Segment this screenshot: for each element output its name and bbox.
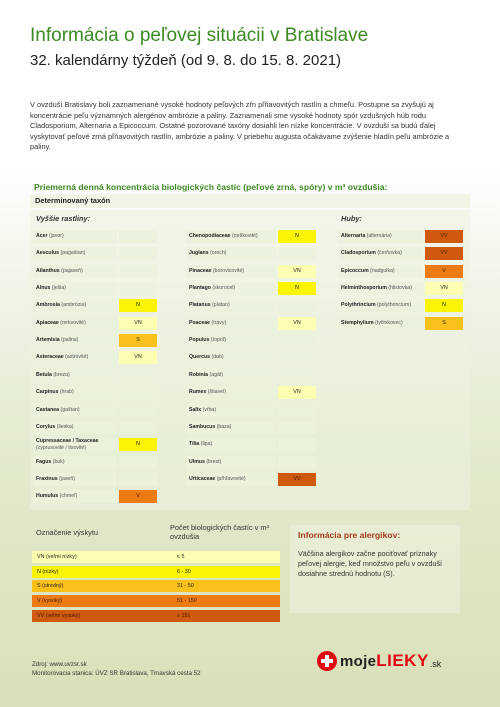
- fungus-row: [338, 299, 463, 312]
- taxon-common-name: (platan): [212, 302, 230, 309]
- level-badge: S: [119, 334, 157, 347]
- taxon-common-name: (hlistovka): [388, 285, 412, 292]
- taxon-genus: Aesculus: [36, 250, 60, 257]
- plant-row: [186, 404, 316, 417]
- medical-cross-icon: [317, 651, 337, 671]
- taxon-name: [338, 230, 423, 243]
- taxon-common-name: (baza): [216, 423, 232, 430]
- taxon-name: [33, 265, 117, 278]
- level-badge: [119, 456, 157, 469]
- station-line: Monitorovacia stanica: ÚVZ SR Bratislava, Trnavská cesta 52: [32, 670, 201, 677]
- legend-header-count: Počet biologických častíc v m³ ovzdušia: [170, 523, 269, 541]
- legend-range: ≥ 151: [173, 610, 280, 622]
- plant-row: [33, 230, 157, 243]
- taxon-name: [186, 456, 276, 469]
- plant-row: [186, 456, 316, 469]
- taxon-genus: Fraxinus: [36, 475, 58, 482]
- taxon-name: [33, 282, 117, 295]
- level-badge: V: [425, 265, 463, 278]
- taxon-genus: Platanus: [189, 302, 211, 309]
- allergy-info-title: Informácia pre alergikov:: [298, 530, 401, 540]
- taxon-name: [33, 421, 117, 434]
- taxon-name: [186, 247, 276, 260]
- level-badge: VN: [425, 282, 463, 295]
- source-note: [32, 660, 201, 678]
- level-badge: [119, 369, 157, 382]
- plant-row: [186, 421, 316, 434]
- taxon-genus: Populus: [189, 337, 210, 344]
- taxon-name: [33, 386, 117, 399]
- taxon-name: [186, 317, 276, 330]
- taxon-common-name: (cyprusovité / tisovité): [36, 444, 87, 451]
- taxon-genus: Sambucus: [189, 423, 216, 430]
- level-badge: N: [425, 299, 463, 312]
- taxon-name: [186, 351, 276, 364]
- legend-level-label: S (stredný): [32, 580, 173, 592]
- logo-text-lieky: LIEKY: [376, 651, 429, 670]
- fungus-row: [338, 247, 463, 260]
- taxon-common-name: (jaseň): [59, 475, 75, 482]
- allergy-info-box: [290, 525, 460, 613]
- level-badge: VV: [425, 247, 463, 260]
- taxon-name: [33, 230, 117, 243]
- level-badge: S: [425, 317, 463, 330]
- legend-row: [32, 595, 280, 607]
- taxon-common-name: (javor): [49, 233, 64, 239]
- level-badge: [119, 282, 157, 295]
- taxon-genus: Acer: [36, 233, 48, 239]
- taxon-name: [186, 421, 276, 434]
- plant-row: [186, 334, 316, 347]
- taxon-common-name: (brest): [206, 458, 222, 465]
- taxon-name: [33, 404, 117, 417]
- taxon-common-name: (trávy): [211, 319, 227, 326]
- taxon-common-name: (orech): [210, 250, 227, 257]
- taxon-name: [33, 299, 117, 312]
- level-badge: VV: [425, 230, 463, 243]
- taxon-name: [186, 265, 276, 278]
- level-badge: VN: [278, 265, 316, 278]
- taxon-genus: Ambrosia: [36, 302, 60, 309]
- plant-row: [186, 386, 316, 399]
- taxon-genus: Plantago: [189, 285, 211, 292]
- level-badge: VV: [278, 473, 316, 486]
- taxon-name: [338, 247, 423, 260]
- level-badge: [278, 369, 316, 382]
- legend-row: [32, 610, 280, 622]
- taxon-name: [33, 334, 117, 347]
- plants-title: Vyššie rastliny:: [36, 214, 91, 223]
- legend-range: ≤ 5: [173, 551, 280, 563]
- taxon-common-name: (mrkvovité): [60, 319, 86, 326]
- taxon-name: [186, 299, 276, 312]
- taxon-common-name: (alternária): [366, 233, 392, 239]
- taxon-name: [186, 230, 276, 243]
- plant-row: [186, 369, 316, 382]
- taxon-name: [338, 265, 423, 278]
- plant-row: [33, 473, 157, 486]
- taxon-genus: Polythrincium: [341, 302, 376, 309]
- level-badge: [119, 473, 157, 486]
- taxon-common-name: (borovicovité): [212, 267, 245, 274]
- fungi-title: Huby:: [341, 214, 362, 223]
- taxon-genus: Betula: [36, 371, 52, 378]
- legend-level-label: VV (veľmi vysoký): [32, 610, 173, 622]
- level-badge: [278, 247, 316, 260]
- plant-row: [186, 230, 316, 243]
- taxon-genus: Chenopodiaceae: [189, 233, 231, 239]
- taxon-genus: Cupressaceae / Taxaceae: [36, 438, 99, 445]
- plant-row: [33, 404, 157, 417]
- taxon-common-name: (vŕba): [202, 406, 217, 413]
- taxon-genus: Artemisia: [36, 337, 60, 344]
- taxon-common-name: (astrovité): [65, 354, 89, 361]
- taxon-name: [186, 473, 276, 486]
- taxon-name: [33, 456, 117, 469]
- taxon-name: [186, 334, 276, 347]
- taxon-genus: Urticaceae: [189, 475, 216, 482]
- taxon-common-name: (ambrózia): [61, 302, 87, 309]
- taxon-name: [186, 438, 276, 451]
- plant-row: [33, 421, 157, 434]
- level-badge: [278, 456, 316, 469]
- level-badge: [119, 247, 157, 260]
- taxon-common-name: (skorocel): [212, 285, 236, 292]
- fungus-row: [338, 317, 463, 330]
- taxon-common-name: (buk): [52, 458, 65, 465]
- plant-row: [33, 369, 157, 382]
- page-title: Informácia o peľovej situácii v Bratislave: [30, 25, 369, 46]
- level-badge: [119, 265, 157, 278]
- taxon-genus: Fagus: [36, 458, 52, 465]
- taxon-genus: Asteraceae: [36, 354, 64, 361]
- logo-text-domain: .sk: [429, 658, 442, 669]
- page-subtitle: 32. kalendárny týždeň (od 9. 8. do 15. 8. 2021): [30, 52, 342, 69]
- taxon-common-name: (topoľ): [210, 337, 226, 344]
- plant-row: [33, 438, 157, 451]
- taxon-genus: Pinaceae: [189, 267, 212, 274]
- taxon-name: [33, 490, 117, 503]
- taxon-genus: Ulmus: [189, 458, 205, 465]
- taxon-genus: Corylus: [36, 423, 56, 430]
- taxon-genus: Salix: [189, 406, 202, 413]
- fungus-row: [338, 265, 463, 278]
- plant-row: [186, 299, 316, 312]
- plant-row: [33, 317, 157, 330]
- taxon-common-name: (čerňovka): [377, 250, 402, 257]
- fungus-row: [338, 230, 463, 243]
- taxon-common-name: (štiavel): [207, 389, 226, 396]
- taxon-common-name: (agát): [209, 371, 224, 378]
- plant-row: [33, 265, 157, 278]
- legend-level-label: VN (veľmi nízky): [32, 551, 173, 563]
- plant-row: [33, 282, 157, 295]
- legend-row: [32, 551, 280, 563]
- taxon-genus: Alternaria: [341, 233, 366, 239]
- taxon-genus: Alnus: [36, 285, 51, 292]
- plant-row: [186, 265, 316, 278]
- plant-row: [186, 351, 316, 364]
- taxon-common-name: (gaštan): [60, 406, 80, 413]
- legend-row: [32, 566, 280, 578]
- legend-range: 31 - 50: [173, 580, 280, 592]
- taxon-genus: Robinia: [189, 371, 209, 378]
- level-badge: [119, 404, 157, 417]
- legend-range: 51 - 150: [173, 595, 280, 607]
- mojelieky-logo[interactable]: [317, 651, 441, 671]
- level-badge: [278, 351, 316, 364]
- taxon-genus: Epicoccum: [341, 267, 369, 274]
- taxon-common-name: (dub): [211, 354, 224, 361]
- taxon-common-name: (lieska): [56, 423, 74, 430]
- taxon-name: [338, 282, 423, 295]
- taxon-genus: Tilia: [189, 441, 200, 448]
- taxon-genus: Humulus: [36, 493, 59, 500]
- taxon-common-name: (breza): [53, 371, 70, 378]
- logo-text-moje: moje: [340, 652, 377, 670]
- taxon-common-name: (lipa): [200, 441, 213, 448]
- plant-row: [33, 334, 157, 347]
- taxon-name: [33, 351, 117, 364]
- taxon-name: [186, 386, 276, 399]
- level-badge: [278, 404, 316, 417]
- taxon-name: [33, 369, 117, 382]
- taxon-common-name: (pŕhľavovité): [216, 475, 246, 482]
- plant-row: [186, 438, 316, 451]
- taxon-name: [33, 438, 117, 451]
- level-badge: [119, 230, 157, 243]
- legend-row: [32, 580, 280, 592]
- level-badge: VN: [119, 317, 157, 330]
- plant-row: [33, 299, 157, 312]
- taxon-name: [338, 317, 423, 330]
- determined-taxon-header: Determinovaný taxón: [30, 194, 470, 208]
- level-badge: VN: [278, 386, 316, 399]
- taxon-name: [33, 247, 117, 260]
- intro-paragraph: V ovzduší Bratislavy boli zaznamenané vysoké hodnoty peľových zŕn pľňavovitých rastlín a chmeľu. Postupne sa zvyšujú aj koncentrácie peľu významných alergénov ambrózie a paliny. Zaznamenali sme vysoké hodnoty spór vzdušných húb rodu Cladosporium, Alternaria a Epicoccum. Ostatné pozorované taxóny dosiahli len nízke koncentrácie. V ovzduší sa budú ďalej vyskytovať peľové zrná pľňavovitých rastlín, ambrózie a paliny. V priebehu augusta očakávame zvýšenie hladín peľu ambrózie a paliny.: [30, 100, 450, 152]
- level-badge: [119, 386, 157, 399]
- taxon-name: [33, 317, 117, 330]
- level-badge: [278, 438, 316, 451]
- level-badge: N: [278, 230, 316, 243]
- taxon-common-name: (palina): [61, 337, 79, 344]
- plant-row: [33, 351, 157, 364]
- section-title: Priemerná denná koncentrácia biologických častíc (peľové zrná, spóry) v m³ ovzdušia:: [34, 182, 388, 192]
- plant-row: [186, 282, 316, 295]
- legend-header-occurrence: Označenie výskytu: [36, 528, 99, 537]
- legend-range: 6 - 30: [173, 566, 280, 578]
- taxon-name: [338, 299, 423, 312]
- level-badge: [119, 421, 157, 434]
- taxon-common-name: (polythrincium): [377, 302, 412, 309]
- taxon-common-name: (hrab): [59, 389, 74, 396]
- taxon-genus: Cladosporium: [341, 250, 376, 257]
- level-badge: [278, 421, 316, 434]
- plant-row: [186, 247, 316, 260]
- taxon-genus: Castanea: [36, 406, 60, 413]
- taxon-common-name: (tyčinkovec): [375, 319, 403, 326]
- level-badge: N: [278, 282, 316, 295]
- taxon-name: [186, 404, 276, 417]
- taxon-genus: Carpinus: [36, 389, 59, 396]
- plant-row: [33, 247, 157, 260]
- taxon-name: [186, 282, 276, 295]
- level-badge: N: [119, 299, 157, 312]
- plant-row: [33, 490, 157, 503]
- plant-row: [33, 386, 157, 399]
- allergy-info-text: Väčšina alergikov začne pociťovať príznaky peľovej alergie, keď množstvo peľu v ovzduší dosiahne strednú hodnotu (S).: [298, 549, 443, 578]
- level-badge: [278, 334, 316, 347]
- taxon-genus: Quercus: [189, 354, 211, 361]
- taxon-genus: Apiaceae: [36, 319, 59, 326]
- plant-row: [186, 473, 316, 486]
- taxon-genus: Poaceae: [189, 319, 211, 326]
- level-badge: VN: [119, 351, 157, 364]
- taxon-genus: Stemphylium: [341, 319, 374, 326]
- taxon-genus: Ailanthus: [36, 267, 60, 274]
- legend-level-label: V (vysoký): [32, 595, 173, 607]
- level-badge: [278, 299, 316, 312]
- taxon-common-name: (jelša): [51, 285, 66, 292]
- legend-level-label: N (nízky): [32, 566, 173, 578]
- level-badge: VN: [278, 317, 316, 330]
- source-line: Zdroj: www.uvzsr.sk: [32, 661, 87, 668]
- level-badge: N: [119, 438, 157, 451]
- taxon-genus: Helminthosporium: [341, 285, 387, 292]
- taxon-genus: Rumex: [189, 389, 207, 396]
- level-badge: V: [119, 490, 157, 503]
- plant-row: [186, 317, 316, 330]
- taxon-name: [186, 369, 276, 382]
- plant-row: [33, 456, 157, 469]
- taxon-genus: Juglans: [189, 250, 209, 257]
- taxon-common-name: (chmeľ): [59, 493, 78, 500]
- fungus-row: [338, 282, 463, 295]
- taxon-common-name: (nadgulka): [370, 267, 395, 274]
- taxon-name: [33, 473, 117, 486]
- taxon-common-name: (pagaštan): [60, 250, 86, 257]
- taxon-common-name: (mrlíkovité): [231, 233, 258, 239]
- taxon-common-name: (pajaseň): [61, 267, 83, 274]
